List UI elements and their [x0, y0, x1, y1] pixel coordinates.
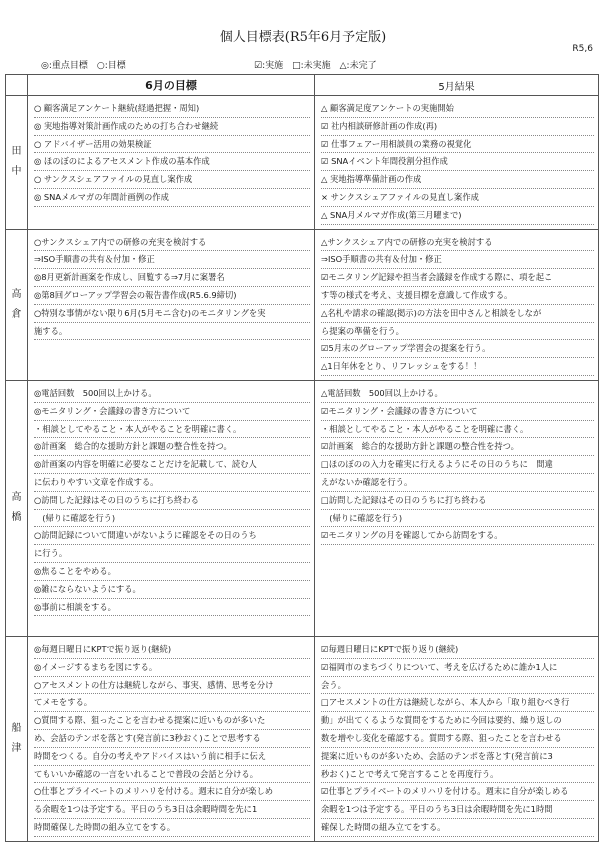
goal-line: ◎ SNAメルマガの年間計画例の作成 [34, 189, 310, 207]
goal-line: る余暇を1つは予定する。平日のうち3日は余暇時間を先に1 [34, 801, 310, 819]
result-line: ☑毎週日曜日にKPTで振り返り(継続) [321, 641, 594, 659]
goal-line: 時間をつくる。自分の考えやアドバイスはいう前に相手に伝え [34, 748, 310, 766]
goal-line: 施する。 [34, 323, 310, 341]
result-line: 余暇を1つは予定する。平日のうち3日は余暇時間を先に1時間 [321, 801, 594, 819]
result-line: 秒おく)ことで考えて発言することを再度行う。 [321, 766, 594, 784]
goal-line: ○仕事とプライベートのメリハリを付ける。週末に自分が楽しめ [34, 783, 310, 801]
result-line: ・相談としてやること・本人がやることを明確に書く。 [321, 421, 594, 439]
result-line: △電話回数 500回以上かける。 [321, 385, 594, 403]
goal-line: ◎ ほのぼのによるアセスメント作成の基本作成 [34, 153, 310, 171]
result-line: ☑モニタリングの月を確認してから訪問をする。 [321, 527, 594, 545]
result-line: ☑計画案 総合的な援助方針と課題の整合性を持つ。 [321, 438, 594, 456]
member-name-char: 橋 [11, 512, 22, 524]
goals-list [28, 637, 314, 841]
goal-line: ○ アドバイザー活用の効果検証 [34, 136, 310, 154]
page-title: 個人目標表(R5年6月予定版) [219, 30, 387, 45]
result-line: □アセスメントの仕方は継続しながら、本人から「取り組むべき行 [321, 694, 594, 712]
result-line: ☑福岡市のまちづくりについて、考えを広げるために誰か1人に [321, 659, 594, 677]
results-cell [315, 380, 599, 636]
goal-line: ◎計画案 総合的な援助方針と課題の整合性を持つ。 [34, 438, 310, 456]
member-name-char: 田 [11, 146, 22, 158]
result-line: 確保した時間の組み立てをする。 [321, 819, 594, 837]
result-line: 動」が出てくるような質問をするために今回は要約、繰り返しの [321, 712, 594, 730]
result-line: △ 顧客満足度アンケートの実施開始 [321, 100, 594, 118]
result-line: △サンクスシェア内での研修の充実を検討する [321, 234, 594, 252]
result-line: △1日年休をとり、リフレッシュをする！！ [321, 358, 594, 376]
result-line: ☑仕事とプライベートのメリハリを付ける。週末に自分が楽しめる [321, 783, 594, 801]
goal-line: ◎事前に相談をする。 [34, 599, 310, 617]
goal-line: ○ サンクスシェアファイルの見直し案作成 [34, 171, 310, 189]
goal-line: 時間確保した時間の組み立てをする。 [34, 819, 310, 837]
goal-line: ◎8月更新計画案を作成し、回覧する⇒7月に案署名 [34, 269, 310, 287]
name-column-header [6, 75, 28, 96]
goal-line: ◎イメージするまちを図にする。 [34, 659, 310, 677]
results-column-header: 5月結果 [315, 75, 599, 96]
result-line: △ SNA月メルマガ作成(第三月曜まで) [321, 207, 594, 225]
goals-column-header: 6月の目標 [28, 75, 315, 96]
member-name-char: 倉 [11, 308, 22, 320]
goal-line: ○サンクスシェア内での研修の充実を検討する [34, 234, 310, 252]
results-list [315, 637, 598, 841]
member-name-char: 津 [11, 742, 22, 754]
member-name-char: 中 [11, 166, 22, 178]
goal-line: ◎雑にならないようにする。 [34, 581, 310, 599]
result-line: △名札や請求の確認(掲示)の方法を田中さんと相談をしなが [321, 305, 594, 323]
document-date: R5,6 [572, 44, 593, 54]
member-name [6, 229, 28, 380]
result-line: ☑5月末のグローアップ学習会の提案を行う。 [321, 340, 594, 358]
goal-line: ◎電話回数 500回以上かける。 [34, 385, 310, 403]
result-line: □ほのぼのの入力を確実に行えるようにその日のうちに 間違 [321, 456, 594, 474]
result-line: えがないか確認を行う。 [321, 474, 594, 492]
member-name-char: 高 [11, 288, 22, 300]
goal-line: ○アセスメントの仕方は継続しながら、事実、感情、思考を分け [34, 677, 310, 695]
results-cell [315, 229, 599, 380]
goal-line: ⇒ISO手順書の共有＆付加・修正 [34, 251, 310, 269]
result-line: ら提案の準備を行う。 [321, 323, 594, 341]
goal-line: ◎モニタリング・会議録の書き方について [34, 403, 310, 421]
goal-line: ○ 顧客満足アンケート継続(経過把握・周知) [34, 100, 310, 118]
member-name-char: 高 [11, 492, 22, 504]
goal-line: ○質問する際、狙ったことを言わせる提案に近いものが多いた [34, 712, 310, 730]
goal-line: ・相談としてやること・本人がやることを明確に書く。 [34, 421, 310, 439]
goal-line: ◎毎週日曜日にKPTで振り返り(継続) [34, 641, 310, 659]
goal-line: に行う。 [34, 545, 310, 563]
goals-cell [28, 229, 315, 380]
result-line: □訪問した記録はその日のうちに打ち終わる [321, 492, 594, 510]
goals-list [28, 230, 314, 345]
result-line: 会う。 [321, 677, 594, 695]
goal-line: (帰りに確認を行う) [34, 510, 310, 528]
goal-line: め、会話のテンポを落とす(発言前に3秒おく)ことで思考する [34, 730, 310, 748]
goals-cell [28, 636, 315, 841]
goal-line: ○特別な事情がない限り6月(5月モニ含む)のモニタリングを実 [34, 305, 310, 323]
result-legend: ☑:実施 □:未実施 △:未完了 [254, 61, 377, 71]
member-row-funatsu [6, 636, 599, 841]
results-list [315, 96, 598, 229]
goals-list [28, 96, 314, 211]
goal-legend: ◎:重点目標 ○:目標 [41, 61, 126, 71]
result-line: す等の様式を考え、支援目標を意識して作成する。 [321, 287, 594, 305]
result-line: ☑モニタリング記録や担当者会議録を作成する際に、項を起こ [321, 269, 594, 287]
results-cell [315, 96, 599, 230]
goal-line: ○訪問した記録はその日のうちに打ち終わる [34, 492, 310, 510]
goal-line: てメモをする。 [34, 694, 310, 712]
result-line: △ 実地指導準備計画の作成 [321, 171, 594, 189]
member-name [6, 380, 28, 636]
result-line: ☑ 社内相談研修計画の作成(再) [321, 118, 594, 136]
member-name-char: 船 [11, 722, 22, 734]
goals-list [28, 381, 314, 620]
goals-table [5, 74, 599, 842]
results-list [315, 230, 598, 380]
member-name [6, 96, 28, 230]
result-line: ⇒ISO手順書の共有＆付加・修正 [321, 251, 594, 269]
goals-cell [28, 96, 315, 230]
result-line: 提案に近いものが多いため、会話のテンポを落とす(発言前に3 [321, 748, 594, 766]
goal-line: ◎焦ることをやめる。 [34, 563, 310, 581]
result-line: 数を増やし変化を確認する。質問する際、狙ったことを言わせる [321, 730, 594, 748]
result-line: ☑ SNAイベント年間役割分担作成 [321, 153, 594, 171]
goal-line: ◎第8回グローアップ学習会の報告書作成(R5.6.9締切) [34, 287, 310, 305]
result-line: ☑モニタリング・会議録の書き方について [321, 403, 594, 421]
goal-line: に伝わりやすい文章を作成する。 [34, 474, 310, 492]
goal-line: ○訪問記録について間違いがないように確認をその日のうち [34, 527, 310, 545]
member-row-takakura [6, 229, 599, 380]
goal-line: ◎ 実地指導対策計画作成のための打ち合わせ継続 [34, 118, 310, 136]
results-list [315, 381, 598, 549]
result-line: (帰りに確認を行う) [321, 510, 594, 528]
goals-cell [28, 380, 315, 636]
result-line: ☑ 仕事フェアー用相談員の業務の視覚化 [321, 136, 594, 154]
member-row-takahashi [6, 380, 599, 636]
goal-line: ◎計画案の内容を明確に必要なことだけを記載して、読む人 [34, 456, 310, 474]
table-body [6, 96, 599, 842]
goal-line: てもいいか確認の一言をいれることで普段の会話と分ける。 [34, 766, 310, 784]
results-cell [315, 636, 599, 841]
result-line: × サンクスシェアファイルの見直し案作成 [321, 189, 594, 207]
member-row-tanaka [6, 96, 599, 230]
member-name [6, 636, 28, 841]
